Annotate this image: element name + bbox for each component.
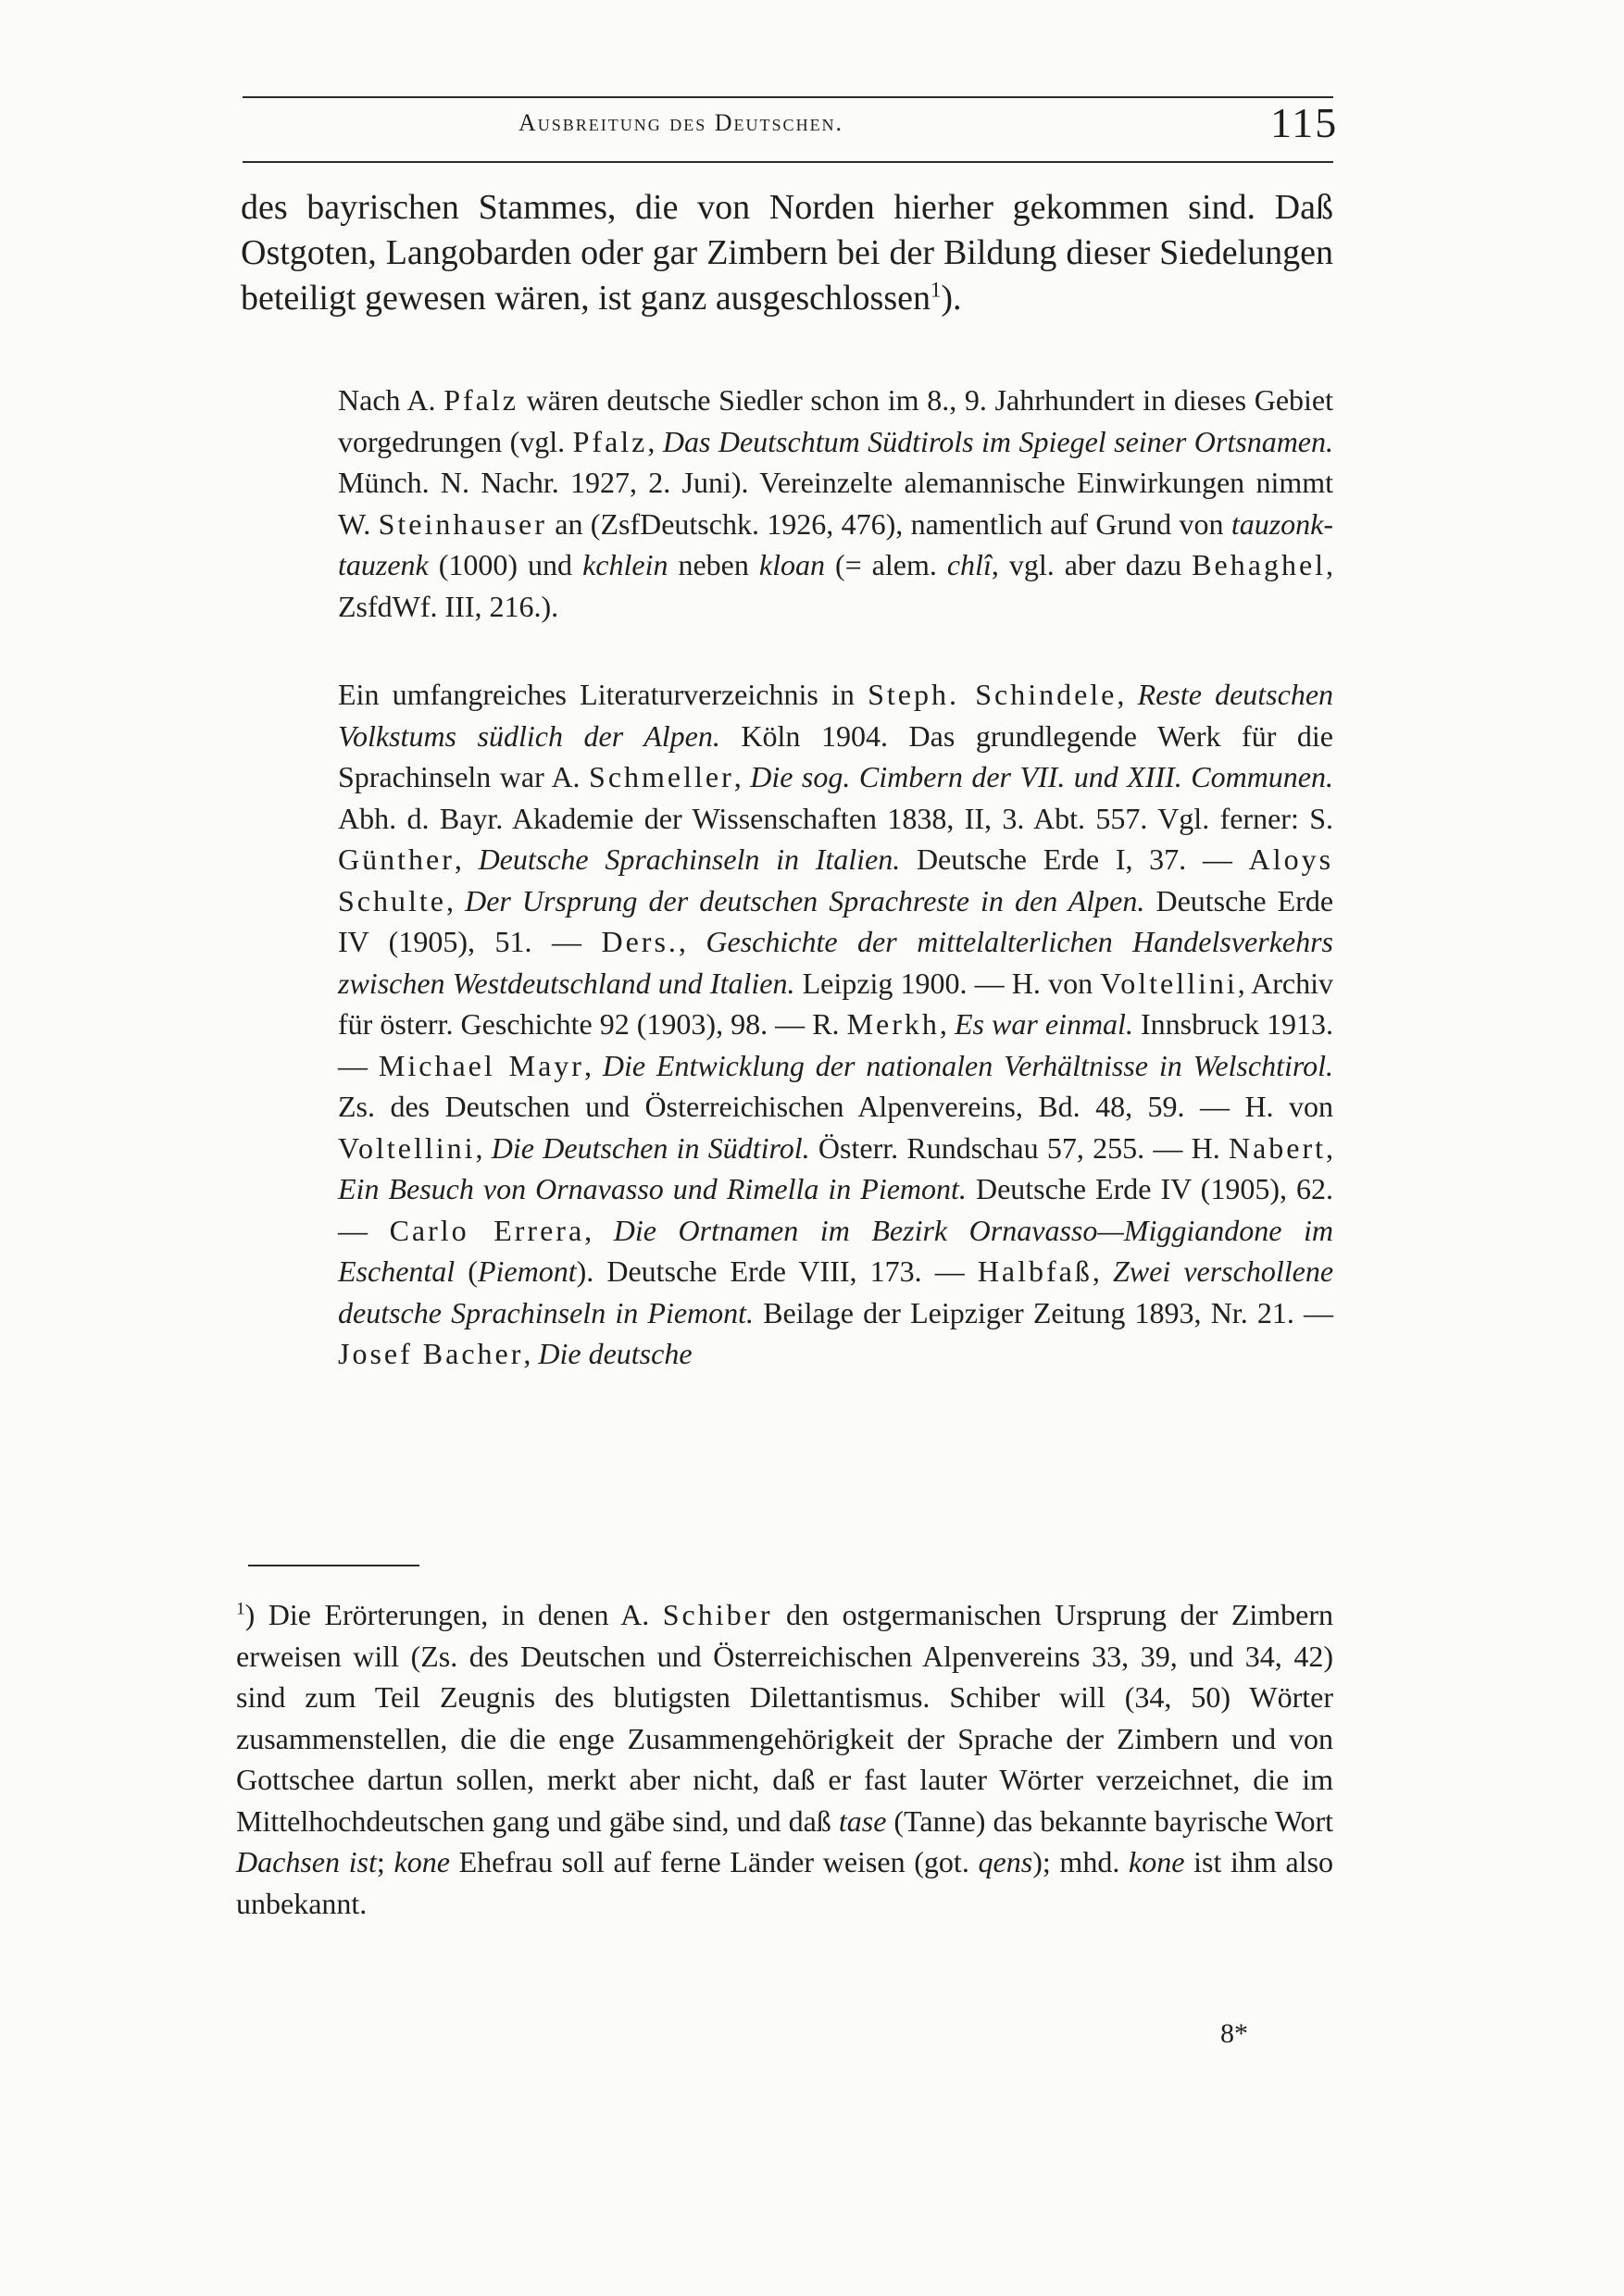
page-number: 115: [1270, 99, 1339, 146]
header-bottom-rule: [243, 161, 1333, 163]
main-paragraph: des bayrischen Stammes, die von Norden hierher gekommen sind. Daß Ostgoten, Langobarden oder gar Zimbern bei der Bildung dieser Siedelungen beteiligt gewesen wären, ist ganz ausgeschlossen$^1$).: [241, 188, 1333, 318]
footnote: $^1$) Die Erörterungen, in denen A. Schiber den ostgermanischen Ursprung der Zimbern erweisen will (Zs. des Deutschen und Österreichischen Alpenvereins 33, 39, und 34, 42) sind zum Teil Zeugnis des blutigsten Dilettantismus. Schiber will (34, 50) Wörter zusammenstellen, die die enge Zusammengehörigkeit der Sprache der Zimbern und von Gottschee dartun sollen, merkt aber nicht, daß er fast lauter Wörter verzeichnet, die im Mittelhochdeutschen gang und gäbe sind, und daß tase (Tanne) das bekannte bayrische Wort Dachsen ist; kone Ehefrau soll auf ferne Länder weisen (got. qens); mhd. kone ist ihm also unbekannt.: [236, 1598, 1334, 1920]
signature-mark: 8*: [1220, 2018, 1248, 2049]
running-head: Ausbreitung des Deutschen.: [518, 109, 844, 136]
footnote-marker: 1: [236, 1599, 245, 1619]
note-paragraph-literature: Ein umfangreiches Literaturverzeichnis in Steph. Schindele, Reste deutschen Volkstums südlich der Alpen. Köln 1904. Das grundlegende Werk für die Sprachinseln war A. Schmeller, Die sog. Cimbern der VII. und XIII. Communen. Abh. d. Bayr. Akademie der Wissenschaften 1838, II, 3. Abt. 557. Vgl. ferner: S. Günther, Deutsche Sprachinseln in Italien. Deutsche Erde I, 37. — Aloys Schulte, Der Ursprung der deutschen Sprachreste in den Alpen. Deutsche Erde IV (1905), 51. — Ders., Geschichte der mittelalterlichen Handelsverkehrs zwischen Westdeutschland und Italien. Leipzig 1900. — H. von Voltellini, Archiv für österr. Geschichte 92 (1903), 98. — R. Merkh, Es war einmal. Innsbruck 1913. — Michael Mayr, Die Entwicklung der nationalen Verhältnisse in Welschtirol. Zs. des Deutschen und Österreichischen Alpenvereins, Bd. 48, 59. — H. von Voltellini, Die Deutschen in Südtirol. Österr. Rundschau 57, 255. — H. Nabert, Ein Besuch von Ornavasso und Rimella in Piemont. Deutsche Erde IV (1905), 62. — Carlo Errera, Die Ortnamen im Bezirk Ornavasso—Miggiandone im Eschental (Piemont). Deutsche Erde VIII, 173. — Halbfaß, Zwei verschollene deutsche Sprachinseln in Piemont. Beilage der Leipziger Zeitung 1893, Nr. 21. — Josef Bacher, Die deutsche: [338, 678, 1334, 1370]
footnote-reference[interactable]: 1: [931, 278, 942, 302]
header-top-rule: [243, 96, 1333, 98]
note-paragraph-pfalz: Nach A. Pfalz wären deutsche Siedler schon im 8., 9. Jahrhundert in dieses Gebiet vorgedrungen (vgl. Pfalz, Das Deutschtum Südtirols im Spiegel seiner Ortsnamen. Münch. N. Nachr. 1927, 2. Juni). Vereinzelte alemannische Einwirkungen nimmt W. Steinhauser an (ZsfDeutschk. 1926, 476), namentlich auf Grund von tauzonk-tauzenk (1000) und kchlein neben kloan (= alem. chlî, vgl. aber dazu Behaghel, ZsfdWf. III, 216.).: [338, 383, 1334, 623]
footnote-separator: [248, 1565, 419, 1566]
